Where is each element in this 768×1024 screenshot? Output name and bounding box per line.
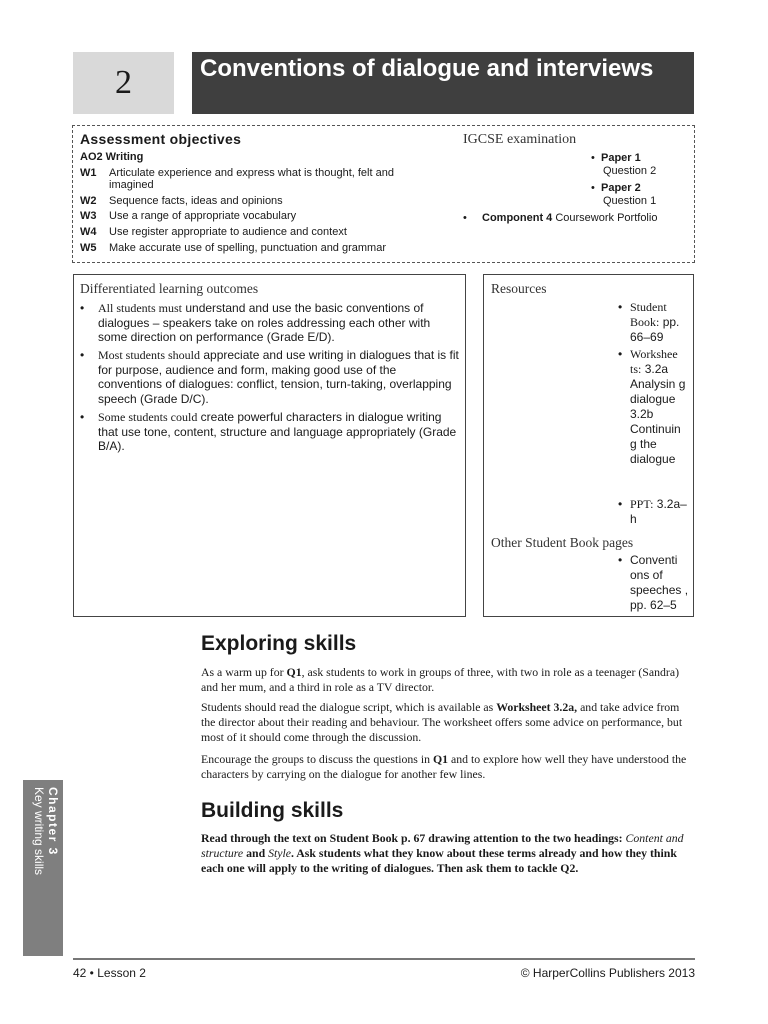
objective-text: Use a range of appropriate vocabulary <box>109 210 297 222</box>
objective-text: Use register appropriate to audience and context <box>109 226 347 238</box>
resource-item <box>618 347 690 467</box>
text-span: and <box>243 846 269 861</box>
exam-item-sub: Question 1 <box>603 195 657 207</box>
outcome-item <box>80 410 460 454</box>
learning-outcomes-heading: Differentiated learning outcomes <box>80 281 259 296</box>
outcome-text: appreciate and use writing in dialogues that is fit for purpose, audience and form, making good use of the conventions of dialogues: conflict, tension, turn-taking, overlapping speech (Grade D/C). <box>98 348 459 406</box>
outcome-lead: Some students could <box>98 410 198 424</box>
text-span: and take advice from the director about their reading and behaviour. The worksheet offers some advice on performance, but most of it should come through the discussion. <box>201 700 683 745</box>
objective-code: W2 <box>80 195 97 207</box>
exam-item <box>591 182 656 208</box>
text-span: and to explore how well they have understood the characters by carrying on the dialogue for another few lines. <box>201 752 687 782</box>
exam-item-title: Paper 2 <box>601 182 641 194</box>
exploring-paragraph <box>201 665 687 695</box>
footer-divider <box>73 958 695 960</box>
outcome-text: understand and use the basic conventions of dialogues – speakers take on roles addressing each other with some direction on performance (Grade E/D). <box>98 301 431 344</box>
bullet-icon: • <box>618 347 623 361</box>
resource-label: PPT: <box>630 497 654 511</box>
objective-row <box>80 242 429 254</box>
bullet-icon: • <box>618 300 623 314</box>
bullet-icon: • <box>591 182 595 194</box>
building-paragraph <box>201 831 687 877</box>
chapter-side-label <box>22 787 60 962</box>
outcome-item <box>80 348 460 406</box>
text-span: Students should read the dialogue script, which is available as <box>201 700 497 714</box>
exploring-paragraph <box>201 700 687 746</box>
resource-item <box>618 497 690 527</box>
objective-text: Articulate experience and express what is thought, felt and imagined <box>109 167 394 191</box>
footer-copyright: © HarperCollins Publishers 2013 <box>520 966 695 980</box>
bullet-icon: • <box>463 212 467 224</box>
exam-item-title: Paper 1 <box>601 152 641 164</box>
outcome-lead: Most students should <box>98 348 201 362</box>
resource-detail: 3.2a–h <box>630 497 687 526</box>
resource-label: Student Book: <box>630 300 667 329</box>
bullet-icon: • <box>80 410 85 424</box>
objective-code: W5 <box>80 242 97 254</box>
resource-detail: 3.2a Analysin g dialogue 3.2b Continuin g the dialogue <box>630 362 686 466</box>
text-span: Read through the text on Student Book p. 67 drawing attention to the two headings: <box>201 831 626 845</box>
text-span: , ask students to work in groups of three, with two in role as a teenager (Sandra) and her mum, and a third in role as a TV director. <box>201 665 679 695</box>
chapter-subtitle: Key writing skills <box>32 787 46 876</box>
text-span: . Ask students what they know about these terms already and how they think each one will apply to the writing of dialogues. Then ask them to tackle Q2. <box>201 846 677 876</box>
bullet-icon: • <box>591 152 595 164</box>
objective-code: W1 <box>80 167 97 179</box>
exploring-skills-heading: Exploring skills <box>201 632 357 655</box>
objective-text: Sequence facts, ideas and opinions <box>109 195 283 207</box>
italic-span: Style <box>268 846 292 861</box>
objective-row <box>80 167 429 191</box>
resource-detail: pp. 66–69 <box>630 315 680 344</box>
outcome-text: create powerful characters in dialogue writing that use tone, content, structure and language appropriately (Grade B/A). <box>98 410 457 453</box>
objective-text: Make accurate use of spelling, punctuation and grammar <box>109 242 386 254</box>
resources-heading: Resources <box>491 281 547 296</box>
lesson-number: 2 <box>73 52 174 114</box>
italic-span: Content and structure <box>201 831 684 861</box>
assessment-heading: Assessment objectives <box>80 131 242 147</box>
bold-span: Q1 <box>286 665 302 679</box>
objective-row <box>80 210 429 222</box>
bullet-icon: • <box>618 553 623 567</box>
bullet-icon: • <box>618 497 623 511</box>
other-pages-heading: Other Student Book pages <box>491 535 634 550</box>
exam-item-sub: Question 2 <box>603 165 657 177</box>
outcome-lead: All students must <box>98 301 183 315</box>
text-span: Encourage the groups to discuss the questions in <box>201 752 433 766</box>
exam-item-title: Component 4 <box>482 212 553 224</box>
bullet-icon: • <box>80 301 85 315</box>
objective-row <box>80 226 429 238</box>
chapter-title: Chapter 3 <box>46 787 60 856</box>
exam-item-sub: Coursework Portfolio <box>555 212 658 224</box>
other-page-item <box>618 553 690 613</box>
objective-code: W4 <box>80 226 97 238</box>
text-span: As a warm up for <box>201 665 287 679</box>
resource-item <box>618 300 690 345</box>
igcse-heading: IGCSE examination <box>463 132 577 147</box>
bold-span: Worksheet 3.2a, <box>496 700 578 714</box>
resource-label: Workshee ts: <box>630 347 678 376</box>
exploring-paragraph <box>201 752 687 782</box>
bullet-icon: • <box>80 348 85 362</box>
ao-label: AO2 Writing <box>80 151 144 163</box>
outcome-item <box>80 301 460 345</box>
building-skills-heading: Building skills <box>201 799 344 822</box>
other-page-text: Conventi ons of speeches , pp. 62–5 <box>630 553 689 612</box>
objective-code: W3 <box>80 210 97 222</box>
footer-page-number: 42 • Lesson 2 <box>73 966 146 980</box>
objective-row <box>80 195 429 207</box>
page-title: Conventions of dialogue and interviews <box>192 52 694 114</box>
exam-item <box>463 212 657 225</box>
exam-item <box>591 152 656 178</box>
bold-span: Q1 <box>432 752 449 766</box>
